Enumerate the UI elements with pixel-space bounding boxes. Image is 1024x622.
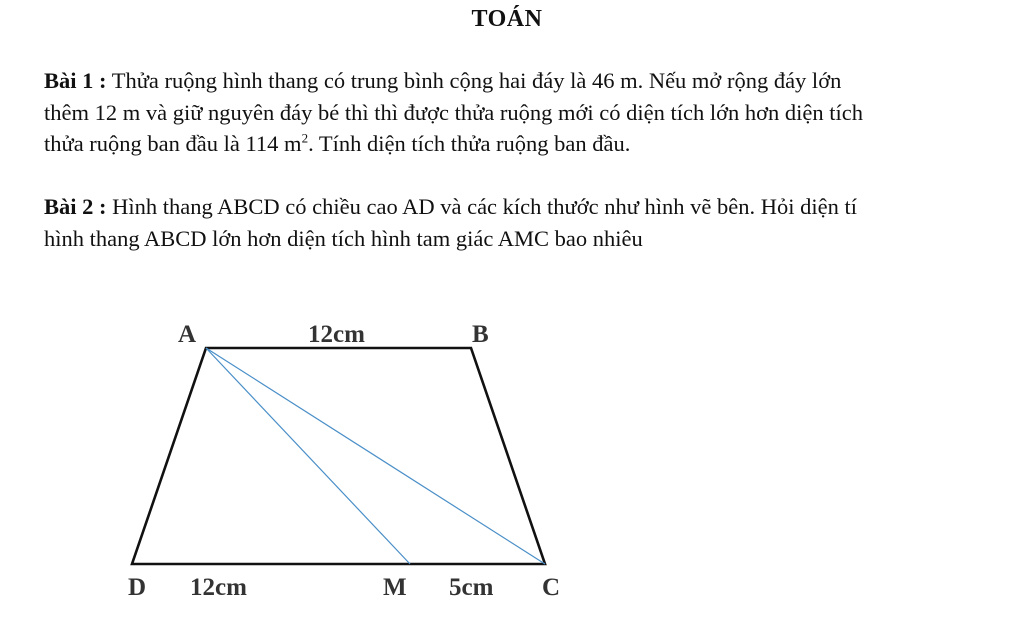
vertex-label-d: D [128,574,147,601]
problem-2 [44,191,1024,254]
vertex-label-a: A [178,321,197,348]
problem-2-line-1 [44,191,1024,223]
problem-1 [44,65,1024,160]
segment-am [206,348,410,564]
problem-1-line-1 [44,65,1024,97]
vertex-label-m: M [383,574,407,601]
length-label-dm: 12cm [190,574,247,601]
problem-2-label: Bài 2 : [44,194,107,219]
trapezoid-figure [0,300,1024,622]
length-label-ab: 12cm [308,321,365,348]
problem-1-text-3a: thửa ruộng ban đầu là 114 m [44,131,302,156]
problem-1-label: Bài 1 : [44,68,107,93]
problem-1-line-3 [44,128,1024,160]
problem-2-text-1: Hình thang ABCD có chiều cao AD và các kích thước như hình vẽ bên. Hỏi diện tí [106,194,858,219]
page-title: TOÁN [471,6,543,32]
trapezoid-abcd [132,348,545,564]
segment-ac [206,348,545,564]
superscript-2: 2 [301,130,309,146]
problem-1-text-1: Thửa ruộng hình thang có trung bình cộng hai đáy là 46 m. Nếu mở rộng đáy lớn [106,68,842,93]
vertex-label-b: B [472,321,489,348]
problem-1-text-3b: . Tính diện tích thửa ruộng ban đầu. [308,131,631,156]
length-label-mc: 5cm [449,574,494,601]
vertex-label-c: C [542,574,561,601]
problem-2-line-2: hình thang ABCD lớn hơn diện tích hình tam giác AMC bao nhiêu [44,225,643,251]
problem-1-line-2: thêm 12 m và giữ nguyên đáy bé thì thì được thửa ruộng mới có diện tích lớn hơn diện tích [44,99,864,125]
